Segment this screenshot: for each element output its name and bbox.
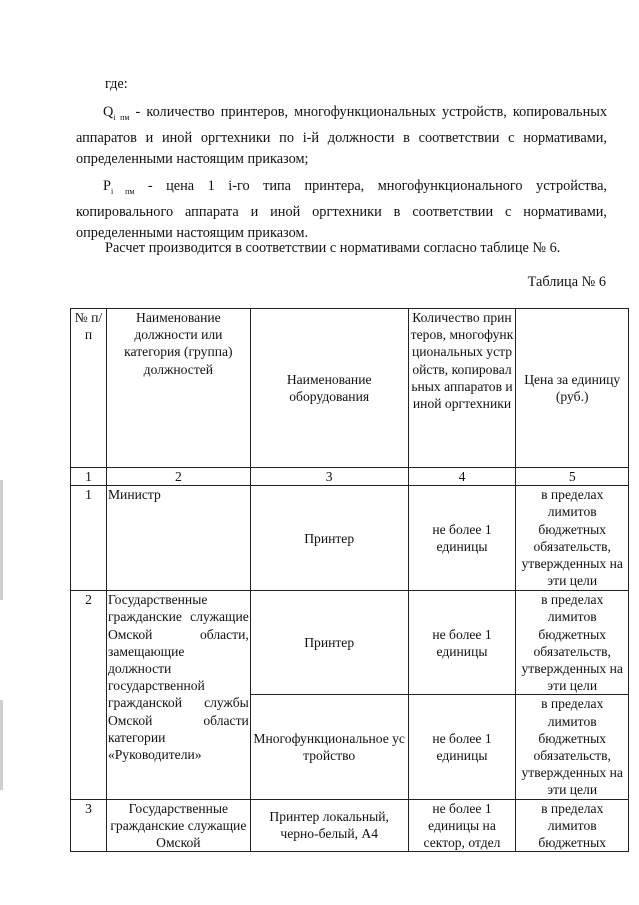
row-quantity: не более 1 единицы xyxy=(408,591,516,695)
row-equipment: Принтер локальный, черно-белый, А4 xyxy=(250,799,408,852)
header-price: Цена за единицу (руб.) xyxy=(516,309,629,468)
where-label: где: xyxy=(105,76,128,92)
q-text: - количество принтеров, многофункциональных устройств, копировальных аппаратов и иной оргтехники по i-й должности в соответствии с нормативами, определенными настоящим приказом; xyxy=(76,104,607,167)
header-quantity: Количество принтеров, многофункциональных устройств, копировальных аппаратов и иной оргтехники xyxy=(408,309,516,468)
table-row xyxy=(71,486,629,591)
row-quantity: не более 1 единицы xyxy=(408,695,516,799)
header-row xyxy=(71,309,629,468)
col-number: 4 xyxy=(408,468,516,486)
header-num: № п/п xyxy=(71,309,107,468)
row-quantity: не более 1 единицы на сектор, отдел xyxy=(408,799,516,852)
row-position: Государственные гражданские служащие Омской области, замещающие должности государственной гражданской службы Омской области категории «Руководители» xyxy=(106,591,250,799)
row-price: в пределах лимитов бюджетных обязательств, утвержденных на эти цели xyxy=(516,591,629,695)
col-number: 5 xyxy=(516,468,629,486)
row-equipment: Принтер xyxy=(250,486,408,591)
col-number: 2 xyxy=(106,468,250,486)
row-num: 2 xyxy=(71,591,107,799)
scan-edge-mark xyxy=(0,700,3,790)
q-symbol: Q xyxy=(103,104,114,120)
q-definition xyxy=(76,102,607,169)
col-number: 3 xyxy=(250,468,408,486)
row-equipment: Многофункциональное устройство xyxy=(250,695,408,799)
row-quantity: не более 1 единицы xyxy=(408,486,516,591)
calc-sentence: Расчет производится в соответствии с нормативами согласно таблице № 6. xyxy=(105,240,561,256)
table-caption: Таблица № 6 xyxy=(527,274,606,290)
table-row xyxy=(71,591,629,695)
p-text: - цена 1 i-го типа принтера, многофункционального устройства, копировального аппарата и иной оргтехники в соответствии с нормативами, определенными настоящим приказом. xyxy=(76,178,607,241)
row-price: в пределах лимитов бюджетных xyxy=(516,799,629,852)
header-equipment: Наименование оборудования xyxy=(250,309,408,468)
scan-edge-mark xyxy=(0,480,3,600)
row-position: Министр xyxy=(106,486,250,591)
header-position: Наименование должности или категория (группа) должностей xyxy=(106,309,250,468)
row-price: в пределах лимитов бюджетных обязательств, утвержденных на эти цели xyxy=(516,695,629,799)
q-subscript: i пм xyxy=(113,112,130,122)
row-position: Государственные гражданские служащие Омской xyxy=(106,799,250,852)
row-equipment: Принтер xyxy=(250,591,408,695)
table-row xyxy=(71,799,629,852)
row-num: 1 xyxy=(71,486,107,591)
p-definition xyxy=(76,176,607,243)
p-symbol: P xyxy=(103,178,111,194)
p-subscript: i пм xyxy=(110,186,135,196)
col-number: 1 xyxy=(71,468,107,486)
row-price: в пределах лимитов бюджетных обязательств, утвержденных на эти цели xyxy=(516,486,629,591)
row-num: 3 xyxy=(71,799,107,852)
equipment-table xyxy=(70,308,629,852)
column-number-row xyxy=(71,468,629,486)
